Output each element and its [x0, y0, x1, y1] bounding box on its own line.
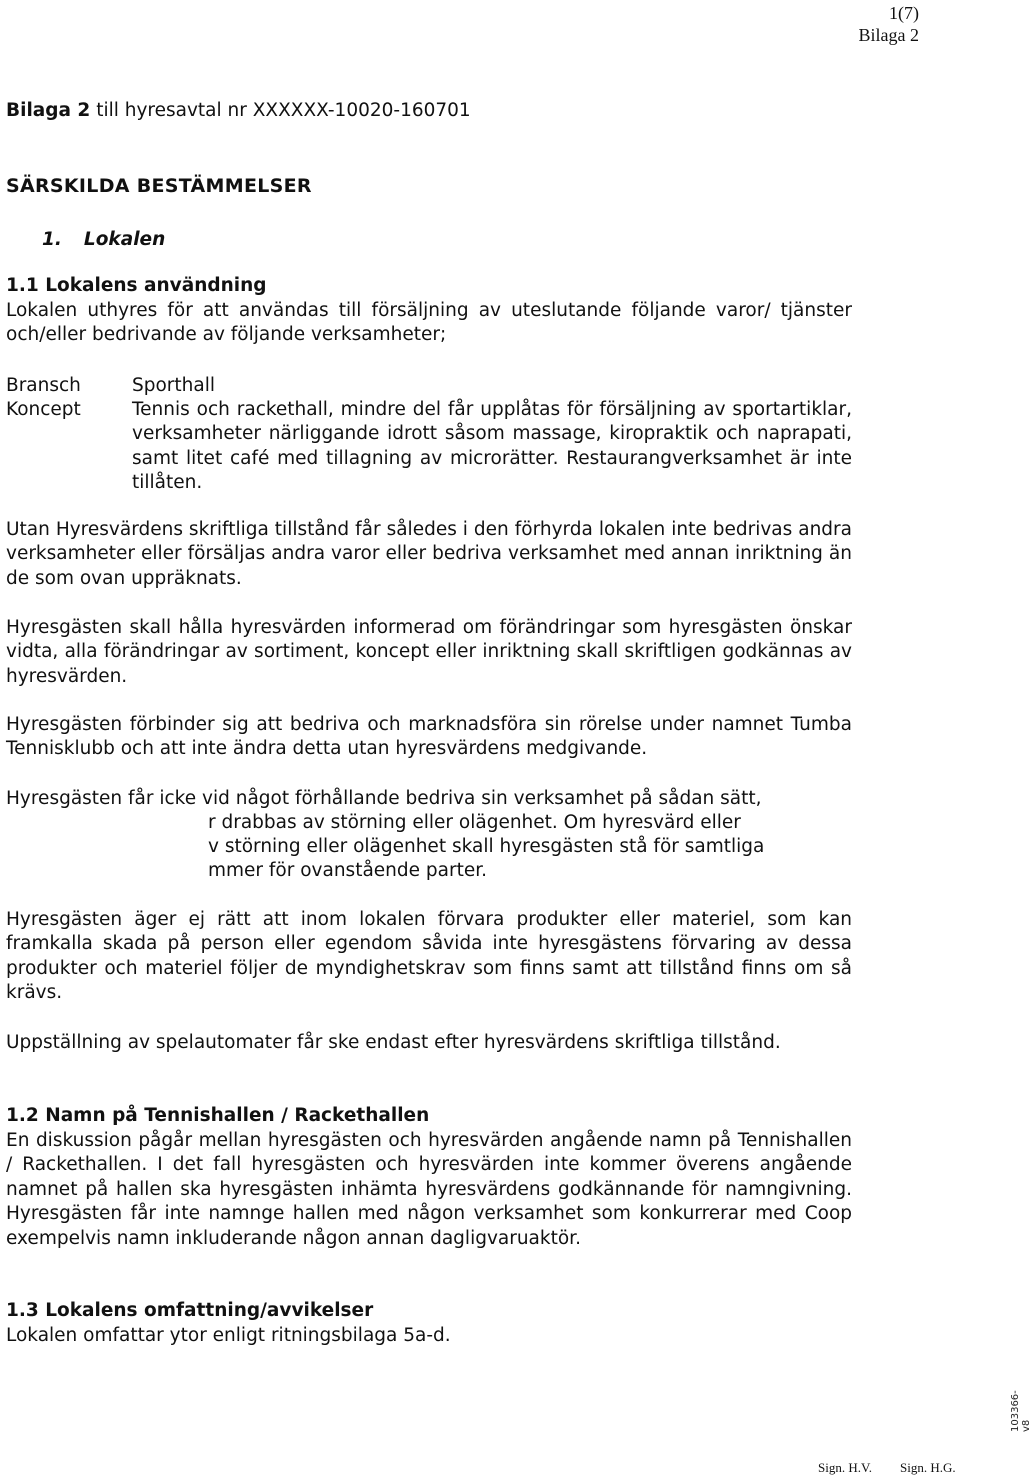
page-number: 1(7) [889, 3, 919, 23]
paragraph-forvaring: Hyresgästen äger ej rätt att inom lokalen förvara produkter eller materiel, som kan framkalla skada på person eller egendom såvida inte hyresgästens förvaring av dessa produkter och materiel följer de myndighetskrav som finns samt att tillstånd finns om så krävs. [6, 909, 852, 1004]
paragraph-storning-line-2: r drabbas av störning eller olägenhet. Om hyresvärd eller [208, 812, 741, 833]
section-1-number: 1. [42, 229, 62, 250]
page-header [859, 2, 920, 46]
bransch-value: Sporthall [132, 375, 216, 396]
section-1-2-text: En diskussion pågår mellan hyresgästen och hyresvärden angående namn på Tennishallen / Rackethallen. I det fall hyresgästen och hyresvärden inte kommer överens angående namnet på hallen ska hyresgästen inhämta hyresvärdens godkännande för namngivning. Hyresgästen får inte namnge hallen med någon verksamhet som konkurrerar med Coop exempelvis namn inkluderande någon annan dagligvaruaktör. [6, 1130, 852, 1249]
paragraph-storning-line-4: mmer för ovanstående parter. [208, 860, 488, 881]
section-1-2-heading: 1.2 Namn på Tennishallen / Rackethallen [6, 1105, 430, 1126]
paragraph-informera: Hyresgästen skall hålla hyresvärden informerad om förändringar som hyresgästen önskar vidta, alla förändringar av sortiment, koncept eller inriktning skall skriftligen godkännas av hyresvärden. [6, 617, 852, 687]
document-code: 103366-v8 [1010, 1390, 1032, 1432]
signature-hyresgast: Sign. H.G. [900, 1460, 956, 1475]
section-1-3-heading: 1.3 Lokalens omfattning/avvikelser [6, 1300, 374, 1321]
paragraph-spelautomater: Uppställning av spelautomater får ske endast efter hyresvärdens skriftliga tillstånd. [6, 1032, 781, 1053]
document-reference-text: till hyresavtal nr XXXXXX-10020-160701 [90, 100, 471, 121]
section-1-title: Lokalen [83, 229, 166, 250]
section-1-1-heading: 1.1 Lokalens användning [6, 275, 267, 296]
koncept-value: Tennis och rackethall, mindre del får upplåtas för försäljning av sportartiklar, verksamheter närliggande idrott såsom massage, kiropraktik och naprapati, samt litet café med tillagning av microrätter. Restaurangverksamhet är inte tillåten. [132, 399, 852, 494]
paragraph-namn: Hyresgästen förbinder sig att bedriva och marknadsföra sin rörelse under namnet Tumba Tennisklubb och att inte ändra detta utan hyresvärdens medgivande. [6, 714, 852, 760]
document-reference-bold: Bilaga 2 [6, 100, 91, 121]
document-reference [6, 100, 471, 121]
page-label: Bilaga 2 [858, 25, 919, 45]
section-1-1-intro: Lokalen uthyres för att användas till försäljning av uteslutande följande varor/ tjänster och/eller bedrivande av följande verksamheter; [6, 300, 852, 346]
section-1-3-text: Lokalen omfattar ytor enligt ritningsbilaga 5a-d. [6, 1325, 451, 1346]
paragraph-storning-line-3: v störning eller olägenhet skall hyresgästen stå för samtliga [208, 836, 765, 857]
koncept-label: Koncept [6, 399, 81, 420]
paragraph-tillstand: Utan Hyresvärdens skriftliga tillstånd får således i den förhyrda lokalen inte bedrivas andra verksamheter eller försäljas andra varor eller bedriva verksamhet med annan inriktning än de som ovan uppräknats. [6, 519, 852, 589]
paragraph-storning-line-1: Hyresgästen får icke vid något förhållande bedriva sin verksamhet på sådan sätt, [6, 788, 762, 809]
main-title: SÄRSKILDA BESTÄMMELSER [6, 175, 312, 197]
bransch-label: Bransch [6, 375, 81, 396]
section-1-heading [42, 229, 165, 250]
signature-hyresvard: Sign. H.V. [818, 1460, 872, 1475]
